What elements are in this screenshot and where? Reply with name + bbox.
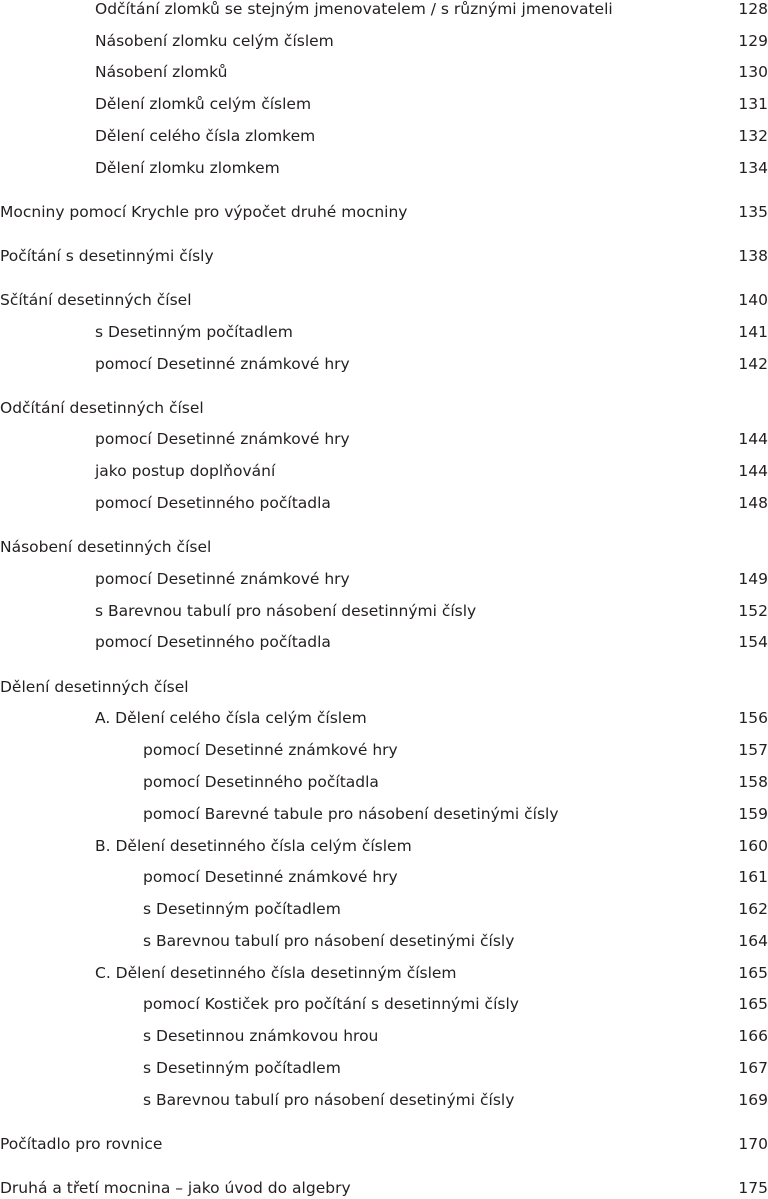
toc-subentry-page: 164 [738, 932, 768, 950]
toc-section-title: Dělení desetinných čísel [0, 678, 189, 696]
toc-entry [0, 460, 768, 482]
toc-entry-page: 165 [738, 964, 768, 982]
toc-entry-page: 132 [738, 127, 768, 145]
toc-subentry [0, 739, 768, 761]
toc-subentry-title: pomocí Desetinné známkové hry [143, 868, 398, 886]
toc-entry-page: 160 [738, 837, 768, 855]
toc-entry-title: pomocí Desetinného počítadla [95, 494, 331, 512]
toc-section-title: Druhá a třetí mocnina – jako úvod do algebry [0, 1179, 351, 1197]
toc-entry-title: s Barevnou tabulí pro násobení desetinnými čísly [95, 602, 477, 620]
toc-entry-title: pomocí Desetinného počítadla [95, 633, 331, 651]
toc-entry [0, 631, 768, 653]
toc-entry-page: 130 [738, 63, 768, 81]
toc-section-page: 138 [738, 247, 768, 265]
toc-subentry [0, 898, 768, 920]
toc-entry-title: pomocí Desetinné známkové hry [95, 570, 350, 588]
toc-entry [0, 835, 768, 857]
toc-subentry [0, 803, 768, 825]
toc-entry [0, 492, 768, 514]
toc-entry-page: 129 [738, 32, 768, 50]
toc-subentry-title: s Desetinnou známkovou hrou [143, 1027, 379, 1045]
toc-entry-title: Odčítání zlomků se stejným jmenovatelem / s různými jmenovateli [95, 0, 613, 18]
toc-subentry [0, 993, 768, 1015]
toc-entry-page: 144 [738, 462, 768, 480]
toc-section [0, 289, 768, 311]
toc-subentry [0, 1025, 768, 1047]
toc-section [0, 201, 768, 223]
toc-subentry-page: 158 [738, 773, 768, 791]
toc-entry-title: jako postup doplňování [95, 462, 276, 480]
toc-subentry-page: 162 [738, 900, 768, 918]
toc-subentry [0, 1057, 768, 1079]
toc-entry-title: Násobení zlomku celým číslem [95, 32, 334, 50]
toc-entry [0, 428, 768, 450]
toc-section-title: Odčítání desetinných čísel [0, 399, 204, 417]
toc-entry-page: 149 [738, 570, 768, 588]
toc-subentry-title: pomocí Barevné tabule pro násobení desetinými čísly [143, 805, 559, 823]
toc-entry-page: 154 [738, 633, 768, 651]
toc-section [0, 1133, 768, 1155]
toc-section-page: 140 [738, 291, 768, 309]
toc-entry [0, 125, 768, 147]
toc-section-title: Počítadlo pro rovnice [0, 1135, 163, 1153]
toc-subentry-title: pomocí Desetinného počítadla [143, 773, 379, 791]
toc-entry-title: pomocí Desetinné známkové hry [95, 355, 350, 373]
toc-entry-page: 156 [738, 709, 768, 727]
toc-subentry-page: 165 [738, 995, 768, 1013]
toc-subentry-page: 159 [738, 805, 768, 823]
toc-section [0, 397, 768, 419]
toc-entry-title: A. Dělení celého čísla celým číslem [95, 709, 367, 727]
toc-entry [0, 157, 768, 179]
toc-subentry-title: s Desetinným počítadlem [143, 1059, 341, 1077]
toc-subentry [0, 1089, 768, 1111]
toc-entry [0, 30, 768, 52]
toc-entry-title: B. Dělení desetinného čísla celým číslem [95, 837, 412, 855]
toc-subentry-page: 157 [738, 741, 768, 759]
toc-section-page: 135 [738, 203, 768, 221]
toc-entry [0, 93, 768, 115]
toc-entry-page: 141 [738, 323, 768, 341]
toc-entry [0, 707, 768, 729]
toc-entry-page: 131 [738, 95, 768, 113]
toc-entry [0, 321, 768, 343]
toc-subentry-page: 166 [738, 1027, 768, 1045]
toc-entry-title: Dělení zlomku zlomkem [95, 159, 280, 177]
toc-subentry [0, 866, 768, 888]
toc-entry [0, 61, 768, 83]
toc-entry-page: 142 [738, 355, 768, 373]
toc-section [0, 676, 768, 698]
toc-subentry-title: pomocí Kostiček pro počítání s desetinnými čísly [143, 995, 519, 1013]
toc-entry-page: 128 [738, 0, 768, 18]
toc-subentry [0, 771, 768, 793]
toc-section [0, 536, 768, 558]
toc-section-page: 170 [738, 1135, 768, 1153]
toc-section [0, 245, 768, 267]
toc-subentry-page: 169 [738, 1091, 768, 1109]
toc-entry [0, 0, 768, 20]
toc-entry-page: 134 [738, 159, 768, 177]
toc-section-title: Sčítání desetinných čísel [0, 291, 192, 309]
toc-entry [0, 962, 768, 984]
toc-entry-title: pomocí Desetinné známkové hry [95, 430, 350, 448]
toc-subentry-page: 161 [738, 868, 768, 886]
toc-subentry [0, 930, 768, 952]
toc-entry-page: 148 [738, 494, 768, 512]
toc-subentry-title: s Desetinným počítadlem [143, 900, 341, 918]
toc-section-title: Počítání s desetinnými čísly [0, 247, 214, 265]
toc-section-title: Násobení desetinných čísel [0, 538, 212, 556]
toc-section-title: Mocniny pomocí Krychle pro výpočet druhé mocniny [0, 203, 408, 221]
toc-subentry-page: 167 [738, 1059, 768, 1077]
toc-entry-title: Násobení zlomků [95, 63, 228, 81]
toc-section-page: 175 [738, 1179, 768, 1197]
toc-entry-title: Dělení celého čísla zlomkem [95, 127, 316, 145]
toc-entry-page: 144 [738, 430, 768, 448]
toc-subentry-title: pomocí Desetinné známkové hry [143, 741, 398, 759]
toc-entry [0, 568, 768, 590]
toc-section [0, 1177, 768, 1199]
toc-entry-title: C. Dělení desetinného čísla desetinným číslem [95, 964, 457, 982]
toc-entry-title: s Desetinným počítadlem [95, 323, 293, 341]
toc-subentry-title: s Barevnou tabulí pro násobení desetinými čísly [143, 932, 515, 950]
toc-entry-title: Dělení zlomků celým číslem [95, 95, 312, 113]
toc-entry [0, 600, 768, 622]
toc-subentry-title: s Barevnou tabulí pro násobení desetinými čísly [143, 1091, 515, 1109]
toc-entry-page: 152 [738, 602, 768, 620]
toc-entry [0, 353, 768, 375]
